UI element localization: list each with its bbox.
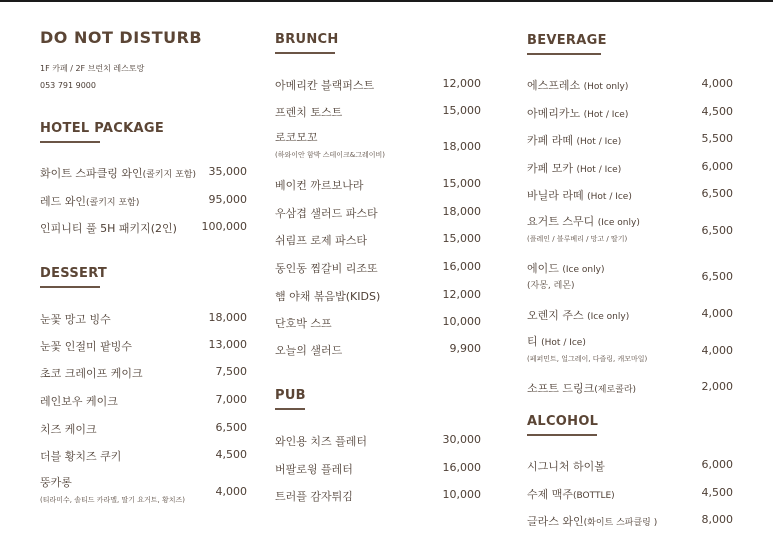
item-name: 초코 크레이프 케이크 [40, 367, 143, 380]
item-name: 더블 황치즈 쿠키 [40, 450, 122, 463]
item-price: 95,000 [208, 193, 247, 206]
item-note: (자몽, 레몬) [527, 281, 575, 291]
top-border [0, 0, 773, 2]
item-price: 4,500 [701, 105, 733, 118]
item-price: 15,000 [442, 104, 481, 117]
section-title-brunch: BRUNCH [275, 32, 339, 54]
item-name: 화이트 스파클링 와인(콜키지 포함) [40, 167, 196, 180]
item-price: 7,500 [215, 365, 247, 378]
item-price: 10,000 [442, 315, 481, 328]
item-name: 카페 모카 (Hot / Ice) [527, 162, 622, 175]
floor-info: 1F 카페 / 2F 브런치 레스토랑 [40, 64, 145, 73]
item-note: (하와이안 함박 스테이크&그레이비) [275, 151, 386, 159]
item-price: 13,000 [208, 338, 247, 351]
item-price: 6,500 [215, 421, 247, 434]
section-underline [40, 286, 100, 288]
section-underline [275, 408, 305, 410]
item-name: 에스프레소 (Hot only) [527, 79, 629, 92]
item-name: 동인동 찜갈비 리조또 [275, 262, 378, 275]
item-name: 오렌지 주스 (Ice only) [527, 309, 630, 322]
item-name: 바닐라 라떼 (Hot / Ice) [527, 189, 632, 202]
item-name: 아메리칸 블랙퍼스트 [275, 79, 375, 92]
item-price: 12,000 [442, 77, 481, 90]
item-price: 2,000 [701, 380, 733, 393]
item-name: 요거트 스무디 (Ice only) [527, 215, 640, 228]
item-name: 레인보우 케이크 [40, 395, 118, 408]
item-price: 4,500 [215, 448, 247, 461]
item-name: 오늘의 샐러드 [275, 344, 343, 357]
item-name: 글라스 와인(화이트 스파클링 ) [527, 515, 658, 528]
item-price: 18,000 [208, 311, 247, 324]
item-name: 시그니처 하이볼 [527, 460, 605, 473]
item-price: 6,000 [701, 458, 733, 471]
item-price: 6,500 [701, 270, 733, 283]
section-underline [527, 434, 597, 436]
item-price: 8,000 [701, 513, 733, 526]
item-name: 로코모꼬 [275, 131, 318, 144]
item-note: (티라미수, 솔티드 카라멜, 딸기 요거트, 황치즈) [40, 496, 185, 504]
item-name: 소프트 드링크(제로콜라) [527, 382, 637, 395]
item-price: 6,500 [701, 187, 733, 200]
section-underline [527, 53, 601, 55]
item-price: 15,000 [442, 232, 481, 245]
item-price: 12,000 [442, 288, 481, 301]
item-note: (페퍼민트, 얼그레이, 다즐링, 캐모마일) [527, 355, 648, 363]
item-price: 18,000 [442, 140, 481, 153]
item-name: 단호박 스프 [275, 317, 332, 330]
item-price: 15,000 [442, 177, 481, 190]
item-price: 4,000 [701, 307, 733, 320]
item-name: 티 (Hot / Ice) [527, 335, 586, 348]
item-name: 인피니티 풀 5H 패키지(2인) [40, 222, 177, 235]
section-underline [275, 52, 335, 54]
item-name: 에이드 (Ice only) [527, 262, 605, 275]
item-name: 아메리카노 (Hot / Ice) [527, 107, 629, 120]
item-price: 16,000 [442, 461, 481, 474]
item-price: 6,500 [701, 224, 733, 237]
item-price: 4,000 [701, 344, 733, 357]
item-name: 트러플 감자튀김 [275, 490, 353, 503]
item-price: 18,000 [442, 205, 481, 218]
item-price: 5,500 [701, 132, 733, 145]
section-title-pub: PUB [275, 388, 306, 410]
section-title-hotel-package: HOTEL PACKAGE [40, 121, 164, 143]
item-name: 카페 라떼 (Hot / Ice) [527, 134, 622, 147]
item-name: 프렌치 토스트 [275, 106, 343, 119]
item-price: 100,000 [201, 220, 247, 233]
item-price: 30,000 [442, 433, 481, 446]
item-price: 7,000 [215, 393, 247, 406]
section-title-dessert: DESSERT [40, 266, 107, 288]
item-price: 35,000 [208, 165, 247, 178]
brand-title: DO NOT DISTURB [40, 28, 203, 47]
item-name: 레드 와인(콜키지 포함) [40, 195, 140, 208]
item-name: 뚱카롱 [40, 476, 72, 489]
item-name: 눈꽃 인절미 팥빙수 [40, 340, 133, 353]
phone-number: 053 791 9000 [40, 81, 96, 90]
section-title-beverage: BEVERAGE [527, 33, 607, 55]
item-name: 수제 맥주(BOTTLE) [527, 488, 615, 501]
item-price: 4,000 [701, 77, 733, 90]
section-title-alcohol: ALCOHOL [527, 414, 598, 436]
item-price: 9,900 [449, 342, 481, 355]
item-name: 버팔로윙 플레터 [275, 463, 353, 476]
item-name: 쉬림프 로제 파스타 [275, 234, 368, 247]
item-name: 햄 야채 볶음밥(KIDS) [275, 290, 381, 303]
section-underline [40, 141, 100, 143]
item-name: 치즈 케이크 [40, 423, 97, 436]
item-price: 6,000 [701, 160, 733, 173]
item-price: 4,000 [215, 485, 247, 498]
item-name: 눈꽃 망고 빙수 [40, 313, 111, 326]
item-name: 베이컨 까르보나라 [275, 179, 364, 192]
item-name: 우삼겹 샐러드 파스타 [275, 207, 378, 220]
item-price: 4,500 [701, 486, 733, 499]
item-price: 16,000 [442, 260, 481, 273]
item-name: 와인용 치즈 플레터 [275, 435, 368, 448]
item-price: 10,000 [442, 488, 481, 501]
item-note: (플레인 / 블루베리 / 망고 / 딸기) [527, 235, 628, 243]
